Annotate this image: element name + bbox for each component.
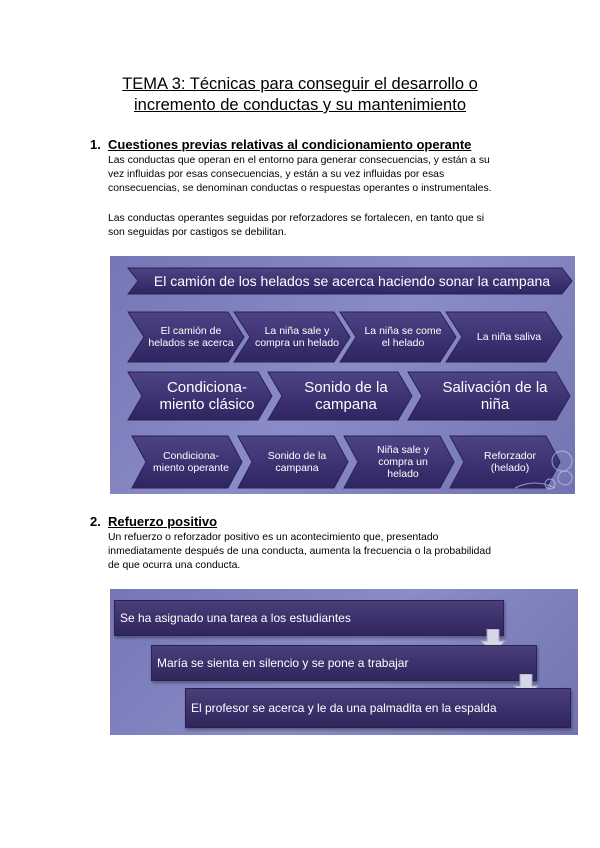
section-2-number: 2. — [90, 514, 101, 529]
section-1-heading — [90, 137, 471, 152]
section-1-paragraph-1 — [108, 154, 538, 196]
text-line: vez influidas por esas consecuencias, y están a su vez influidas por esas — [108, 169, 445, 180]
row3-label-3: Niña sale y compra un helado — [377, 444, 429, 480]
row1-label-2: La niña sale y compra un helado — [254, 325, 340, 349]
page-title — [60, 74, 540, 116]
section-2-paragraph — [108, 531, 538, 573]
text-line: Un refuerzo o reforzador positivo es un acontecimiento que, presentado — [108, 532, 439, 543]
text-line: consecuencias, se denominan conductas o respuestas operantes o instrumentales. — [108, 183, 492, 194]
text-line: Las conductas que operan en el entorno para generar consecuencias, y están a su — [108, 155, 490, 166]
section-2-title: Refuerzo positivo — [108, 514, 218, 529]
row2-label-1: Condiciona- miento clásico — [159, 379, 255, 413]
conditioning-diagram — [110, 256, 575, 494]
top-banner-label: El camión de los helados se acerca haciendo sonar la campana — [153, 273, 551, 289]
section-1-title: Cuestiones previas relativas al condicionamiento operante — [108, 137, 472, 152]
text-line: inmediatamente después de una conducta, aumenta la frecuencia o la probabilidad — [108, 546, 491, 557]
flow-step-1: Se ha asignado una tarea a los estudiantes — [114, 600, 504, 636]
reinforcement-diagram — [110, 589, 578, 735]
title-line-2: incremento de conductas y su mantenimiento — [133, 96, 466, 114]
row3-label-4: Reforzador (helado) — [484, 450, 536, 474]
text-line: de que ocurra una conducta. — [108, 560, 241, 571]
row2-label-2: Sonido de la campana — [304, 379, 388, 413]
text-line: Las conductas operantes seguidas por reforzadores se fortalecen, en tanto que si — [108, 213, 485, 224]
flow-step-3: El profesor se acerca y le da una palmadita en la espalda — [185, 688, 571, 728]
row1-label-4: La niña saliva — [476, 331, 542, 343]
row1-label-1: El camión de helados se acerca — [148, 325, 234, 349]
row3-label-2: Sonido de la campana — [267, 450, 327, 474]
section-1-number: 1. — [90, 137, 101, 152]
section-2-heading — [90, 514, 217, 529]
title-line-1: TEMA 3: Técnicas para conseguir el desarrollo o — [122, 75, 478, 93]
row2-label-3: Salivación de la niña — [442, 379, 548, 413]
row1-label-3: La niña se come el helado — [364, 325, 442, 349]
flow-step-2: María se sienta en silencio y se pone a trabajar — [151, 645, 537, 681]
section-1-paragraph-2 — [108, 212, 538, 240]
row3-label-1: Condiciona- miento operante — [153, 450, 229, 474]
text-line: son seguidas por castigos se debilitan. — [108, 227, 287, 238]
